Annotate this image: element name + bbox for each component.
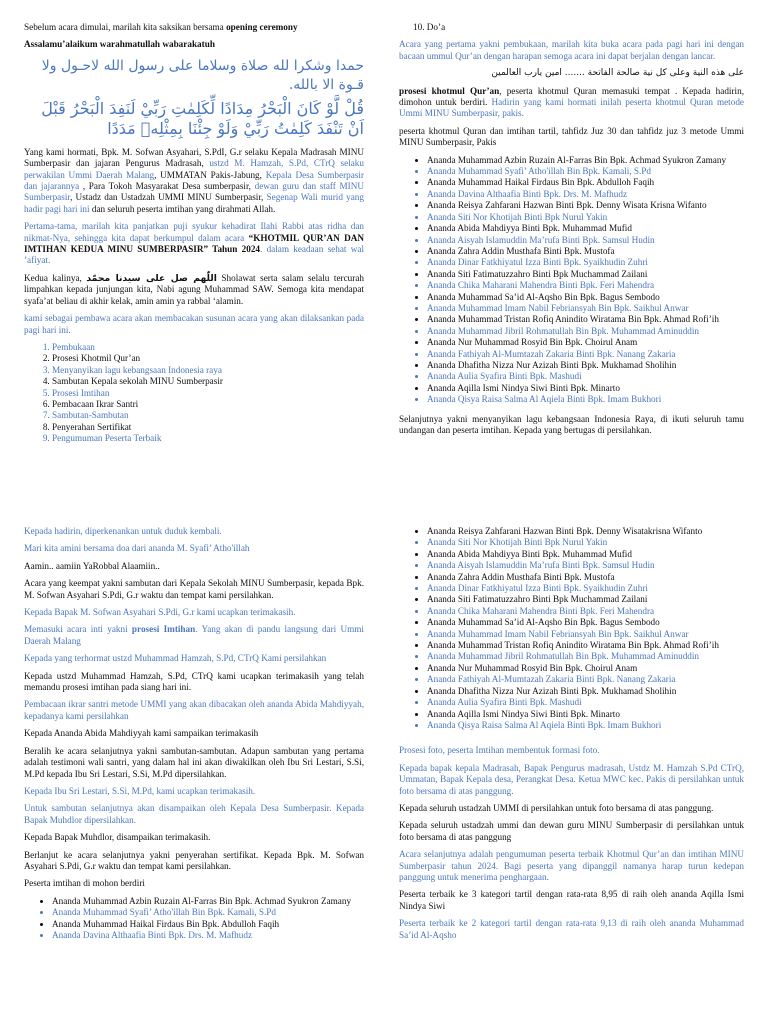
list-item: 1. Pembukaan bbox=[52, 342, 364, 353]
paragraph: Kepada seluruh ustadzah UMMI di persilahkan untuk foto bersama di atas panggung. bbox=[399, 802, 714, 813]
list-item: • Ananda Zahra Addin Musthafa Binti Bpk. Mustofa bbox=[427, 246, 744, 257]
list-item: 2. Prosesi Khotmil Qur’an bbox=[52, 353, 364, 364]
list-item: • Ananda Aqilla Ismi Nindya Siwi Binti Bpk. Minarto bbox=[427, 383, 744, 394]
list-item: 9. Pengumuman Peserta Terbaik bbox=[52, 433, 364, 444]
opening-ceremony-text: opening ceremony bbox=[226, 22, 298, 32]
list-item: • Ananda Davina Althaafia Binti Bpk. Drs. M. Mafhudz bbox=[427, 189, 744, 200]
page1-left-column bbox=[24, 22, 364, 453]
list-item: • Ananda Nur Muhammad Rosyid Bin Bpk. Choirul Anam bbox=[427, 663, 744, 674]
list-item: • Ananda Dhafitha Nizza Nur Azizah Binti Bpk. Mukhamad Sholihin bbox=[427, 360, 744, 371]
paragraph: Kepada seluruh ustadzah ummi dan dewan guru MINU Sumberpasir di persilahkan untuk foto bersama di atas panggung bbox=[399, 820, 744, 842]
paragraph: Aamin.. aamiin YaRobbal Alaamiin.. bbox=[24, 560, 160, 571]
list-item: • Ananda Zahra Addin Musthafa Binti Bpk. Mustofa bbox=[427, 572, 744, 583]
list-item: • Ananda Chika Maharani Mahendra Binti Bpk. Feri Mahendra bbox=[427, 280, 744, 291]
list-item: • Ananda Siti Fatimatuzzahro Binti Bpk Muchammad Zailani bbox=[427, 269, 744, 280]
paragraph: Kepada Bapak M. Sofwan Asyahari S.Pdi, G.r kami ucapkan terimakasih. bbox=[24, 607, 296, 618]
shalawat-paragraph bbox=[24, 273, 364, 307]
khotmul-title: prosesi khotmul Qur’an bbox=[399, 85, 500, 96]
shalawat-part: Sholawat serta salam selalu tercurah limpahkan kepada junjungan kita, Nabi agung Muhammad SAW. Semoga kita mendapat syafa’at beliau di akhir kelak, amin amin ya rabbal ‘alamin. bbox=[24, 272, 364, 306]
greeting-paragraph bbox=[24, 147, 364, 215]
paragraph: Beralih ke acara selanjutnya yakni sambutan-sambutan. Adapun sambutan yang pertama adalah testimoni wali santri, yang dalam hal ini akan diwakilkan oleh Ibu Sri Lestari, S.Si, M.Pd kepada Ibu Sri Lestari, S.Si, M.Pd dipersilahkan. bbox=[24, 745, 364, 779]
paragraph: Kepada ustzd Muhammad Hamzah, S.Pd, CTrQ kami ucapkan terimakasih yang telah memandu prosesi imtihan pada siang hari ini. bbox=[24, 670, 364, 693]
paragraph: Prosesi foto, peserta Imtihan membentuk formasi foto. bbox=[399, 745, 600, 756]
participants-list bbox=[399, 526, 744, 731]
arabic-verse: قُلْ لَّوْ كَانَ الْبَحْرُ مِدَادًا لِّكَلِمٰتِ رَبِّيْ لَنَفِدَ الْبَحْرُ قَبْلَ اَنْ تَنْفَدَ كَلِمٰتُ رَبِّيْ وَلَوْ جِئْنَا بِمِثْلِهٖ مَدَدًا bbox=[41, 98, 364, 138]
paragraph: Kepada Ibu Sri Lestari, S.Si, M.Pd, kami ucapkan terimakasih. bbox=[24, 785, 256, 796]
anthem-paragraph: Selanjutnya yakni menyanyikan lagu kebangsaan Indonesia Raya, di ikuti seluruh tamu undangan dan peserta imtihan. Kepada yang bertugas di persilahkan. bbox=[399, 413, 744, 435]
greeting-part: Yang kami hormati, Bpk. M. Sofwan Asyahari, S.PdI, G.r selaku Kepala Madrasah MINU Sumberpasir dan jajaran Pengurus Madrasah, bbox=[24, 146, 364, 169]
greeting-part: Segenap Wali murid yang hadir pagi hari ini bbox=[24, 192, 364, 214]
intro-text: Sebelum acara dimulai, marilah kita saksikan bersama bbox=[24, 22, 227, 32]
list-item: • Ananda Muhammad Tristan Rofiq Anindito Wiratama Bin Bpk. Ahmad Rofi’ih bbox=[427, 314, 744, 325]
page2-left-column bbox=[24, 526, 364, 949]
list-item: • Ananda Muhammad Tristan Rofiq Anindito Wiratama Bin Bpk. Ahmad Rofi’ih bbox=[427, 640, 744, 651]
list-item: • Ananda Muhammad Azbin Ruzain Al-Farras Bin Bpk. Achmad Syukron Zamany bbox=[52, 896, 364, 907]
paragraph: Acara yang keempat yakni sambutan dari Kepala Sekolah MINU Sumberpasir, kepada Bpk. M. Sofwan Asyahari S.Pdi, G.r waktu dan tempat kami persilahkan. bbox=[24, 578, 364, 600]
opening-text: Acara yang pertama yakni pembukaan, marilah kita buka acara pada pagi hari ini dengan bacaan ummul Qur’an dengan harapan semoga acara ini dapat berjalan dengan lancar. bbox=[399, 39, 744, 61]
list-item: • Ananda Chika Maharani Mahendra Binti Bpk. Feri Mahendra bbox=[427, 606, 744, 617]
list-item: • Ananda Muhammad Haikal Firdaus Bin Bpk. Abdulloh Faqih bbox=[52, 919, 364, 930]
participants-list bbox=[399, 155, 744, 406]
page2-right-column bbox=[399, 526, 744, 947]
paragraph: Kepada hadirin, diperkenankan untuk duduk kembali. bbox=[24, 526, 222, 536]
participants-list bbox=[24, 896, 364, 942]
list-item: • Ananda Dinar Fatkhiyatul Izza Binti Bpk. Syaikhudin Zuhri bbox=[427, 257, 744, 268]
list-item: • Ananda Abida Mahdiyya Binti Bpk. Muhammad Mufid bbox=[427, 549, 744, 560]
list-item: • Ananda Qisya Raisa Salma Al Aqiela Binti Bpk. Imam Bukhori bbox=[427, 720, 744, 731]
list-item: 3. Menyanyikan lagu kebangsaan Indonesia raya bbox=[52, 365, 364, 376]
paragraph: Peserta terbaik ke 2 kategori tartil dengan rata-rata 9,13 di raih oleh ananda Muhammad Sa’id Al-Aqsho bbox=[399, 918, 744, 940]
list-item: • Ananda Reisya Zahfarani Hazwan Binti Bpk. Denny Wisata Krisna Wifanto bbox=[427, 200, 744, 211]
list-item: • Ananda Muhammad Jibril Rohmatullah Bin Bpk. Muhammad Aminuddin bbox=[427, 326, 744, 337]
greeting-part: dewan guru dan staff MINU Sumberpasir bbox=[24, 181, 365, 203]
paragraph: Berlanjut ke acara selanjutnya yakni penyerahan sertifikat. Kepada Bpk. M. Sofwan Asyahari S.Pdi, G.r waktu dan tempat kami persilahkan. bbox=[24, 849, 364, 871]
document-page-2 bbox=[0, 512, 768, 1024]
list-item: • Ananda Muhammad Jibril Rohmatullah Bin Bpk. Muhammad Aminuddin bbox=[427, 651, 744, 662]
paragraph: Peserta terbaik ke 3 kategori tartil dengan rata-rata 8,95 di raih oleh ananda Aqilla Ismi Nindya Siwi bbox=[399, 889, 744, 911]
thanks-part: . dalam keadaan sehat wal ’afiyat. bbox=[24, 244, 364, 266]
list-item: • Ananda Reisya Zahfarani Hazwan Binti Bpk. Denny Wisatakrisna Wifanto bbox=[427, 526, 744, 537]
list-item: • Ananda Aulia Syafira Binti Bpk. Mashudi bbox=[427, 371, 744, 382]
page1-right-column bbox=[399, 22, 744, 442]
thanks-part: Pertama-tama, marilah kita panjatkan puji syukur kehadirat Ilahi Rabbi atas ridha dan nikmat-Nya, sehingga kita dapat berkumpul dalam acara bbox=[24, 221, 364, 243]
participants-intro: peserta khotmul Quran dan imtihan tartil, tahfidz Juz 30 dan tahfidz juz 3 metode Ummi MINU Sumberpasir, Pakis bbox=[399, 125, 744, 148]
paragraph: Kepada Ananda Abida Mahdiyyah kami sampaikan terimakasih bbox=[24, 728, 259, 739]
thanks-paragraph bbox=[24, 221, 364, 267]
paragraph: Acara selanjutnya adalah pengumuman peserta terbaik Khotmul Qur’an dan imtihan MINU Sumberpasir tahun 2024. Bagi peserta yang dipanggil namanya harap turun kedepan panggung untuk menerima penghargaan. bbox=[399, 849, 744, 882]
imtihan-title: prosesi Imtihan bbox=[131, 624, 196, 635]
fatihah-line: على هذه النية وعلى كل نية صالحة الفاتحة ....... امين يارب العالمين bbox=[491, 68, 744, 79]
intro-line bbox=[24, 22, 364, 33]
list-item: • Ananda Muhammad Haikal Firdaus Bin Bpk. Abdulloh Faqih bbox=[427, 177, 744, 188]
list-item: • Ananda Abida Mahdiyya Binti Bpk. Muhammad Mufid bbox=[427, 223, 744, 234]
shalawat-arabic: اللّٰهم صل على سيدنا محمّد bbox=[86, 272, 217, 284]
greeting-part: , UMMATAN Pakis-Jabung, bbox=[154, 169, 266, 180]
paragraph: Pembacaan ikrar santri metode UMMI yang akan dibacakan oleh ananda Abida Mahdiyyah, kepadanya kami persilahkan bbox=[24, 699, 364, 721]
list-item: 4. Sambutan Kepala sekolah MINU Sumberpasir bbox=[52, 376, 364, 387]
list-item: • Ananda Muhammad Syafi’ Atho'illah Bin Bpk. Kamali, S.Pd bbox=[52, 907, 364, 918]
list-item: • Ananda Siti Nor Khotijah Binti Bpk Nurul Yakin bbox=[427, 212, 744, 223]
arabic-praise: حمدا وشكرا لله صلاة وسلاما على رسول الله لاحـول ولا قـوة الا بالله. bbox=[41, 57, 364, 93]
list-item: • Ananda Qisya Raisa Salma Al Aqiela Binti Bpk. Imam Bukhori bbox=[427, 394, 744, 405]
list-item: 6. Pembacaan Ikrar Santri bbox=[52, 399, 364, 410]
event-title: “KHOTMIL QUR’AN DAN IMTIHAN KEDUA MINU SUMBERPASIR” Tahun 2024 bbox=[24, 232, 364, 255]
khotmul-part: Hadirin yang kami hormati inilah peserta khotmul Quran metode Ummi MINU Sumberpasir, pakis. bbox=[399, 97, 744, 119]
list-item: • Ananda Aisyah Islamuddin Ma’rufa Binti Bpk. Samsul Hudin bbox=[427, 235, 744, 246]
list-item: • Ananda Siti Fatimatuzzahro Binti Bpk Muchammad Zailani bbox=[427, 594, 744, 605]
list-item: • Ananda Muhammad Imam Nabil Febriansyah Bin Bpk. Saikhul Anwar bbox=[427, 303, 744, 314]
list-item: • Ananda Muhammad Sa’id Al-Aqsho Bin Bpk. Bagus Sembodo bbox=[427, 617, 744, 628]
greeting-part: ustzd M. Hamzah, S.Pd, CTrQ selaku perwakilan Ummi Daerah Malang bbox=[24, 158, 364, 180]
paragraph: Mari kita amini bersama doa dari ananda M. Syafi’ Atho'illah bbox=[24, 543, 250, 554]
greeting-part: dan seluruh peserta imtihan yang dirahmati Allah. bbox=[89, 203, 276, 214]
list-item: 5. Prosesi Imtihan bbox=[52, 388, 364, 399]
list-item: • Ananda Dhafitha Nizza Nur Azizah Binti Bpk. Mukhamad Sholihin bbox=[427, 686, 744, 697]
paragraph: Peserta imtihan di mohon berdiri bbox=[24, 878, 145, 889]
list-item: • Ananda Muhammad Syafi’ Atho'illah Bin Bpk. Kamali, S.Pd bbox=[427, 166, 744, 177]
list-item: • Ananda Muhammad Sa’id Al-Aqsho Bin Bpk. Bagus Sembodo bbox=[427, 292, 744, 303]
greeting-part: , Para Tokoh Masyarakat Desa sumberpasir, bbox=[79, 181, 255, 192]
paragraph: Kepada bapak kepala Madrasah, Bapak Pengurus madrasah, Ustdz M. Hamzah S.Pd CTrQ, Ummatan, Bapak Kepala desa, Perangkat Desa. Ketua MWC kec. Pakis di persilahkan untuk foto bersama di atas panggung. bbox=[399, 762, 744, 796]
doa-item: 10. Do’a bbox=[413, 22, 446, 32]
list-item: 8. Penyerahan Sertifikat bbox=[52, 422, 364, 433]
paragraph-part: Memasuki acara inti yakni bbox=[24, 624, 132, 635]
paragraph-part: . Yang akan di pandu langsung dari Ummi Daerah Malang bbox=[24, 624, 364, 646]
paragraph: Kepada yang terhormat ustzd Muhammad Hamzah, S.Pd, CTrQ Kami persilahkan bbox=[24, 653, 327, 664]
salam-text: Assalamu’alaikum warahmatullah wabarakatuh bbox=[24, 39, 215, 50]
salam-line bbox=[24, 39, 364, 50]
paragraph: Kepada Bapak Muhdlor, disampaikan terimakasih. bbox=[24, 832, 211, 843]
agenda-intro: kami sebagai pembawa acara akan membacakan susunan acara yang akan dilaksankan pada pagi hari ini. bbox=[24, 313, 364, 335]
list-item: • Ananda Dinar Fatkhiyatul Izza Binti Bpk. Syaikhudin Zuhri bbox=[427, 583, 744, 594]
list-item: • Ananda Fathiyah Al-Mumtazah Zakaria Binti Bpk. Nanang Zakaria bbox=[427, 349, 744, 360]
list-item: • Ananda Aisyah Islamuddin Ma’rufa Binti Bpk. Samsul Hudin bbox=[427, 560, 744, 571]
khotmul-paragraph bbox=[399, 86, 744, 120]
paragraph: Untuk sambutan selanjutnya akan disampaikan oleh Kepala Desa Sumberpasir. Kepada Bapak Muhdlor dipersilahkan. bbox=[24, 803, 364, 825]
list-item: • Ananda Siti Nor Khotijah Binti Bpk Nurul Yakin bbox=[427, 537, 744, 548]
list-item: • Ananda Muhammad Imam Nabil Febriansyah Bin Bpk. Saikhul Anwar bbox=[427, 629, 744, 640]
list-item: • Ananda Aulia Syafira Binti Bpk. Mashudi bbox=[427, 697, 744, 708]
list-item: • Ananda Davina Althaafia Binti Bpk. Drs. M. Mafhudz bbox=[52, 930, 364, 941]
greeting-part: , Ustadz dan Ustadzah UMMI MINU Sumberpasir, bbox=[70, 192, 267, 203]
agenda-list bbox=[24, 342, 364, 445]
greeting-part: Kepala Desa Sumberpasir dan jajarannya bbox=[24, 169, 364, 192]
list-item: • Ananda Aqilla Ismi Nindya Siwi Binti Bpk. Minarto bbox=[427, 709, 744, 720]
list-item: • Ananda Fathiyah Al-Mumtazah Zakaria Binti Bpk. Nanang Zakaria bbox=[427, 674, 744, 685]
paragraph bbox=[24, 624, 364, 647]
list-item: • Ananda Muhammad Azbin Ruzain Al-Farras Bin Bpk. Achmad Syukron Zamany bbox=[427, 155, 744, 166]
shalawat-part: Kedua kalinya, bbox=[24, 272, 87, 283]
khotmul-part: , peserta khotmul Quran memasuki tempat . Kepada hadirin, dimohon untuk berdiri. bbox=[399, 85, 744, 108]
list-item: • Ananda Nur Muhammad Rosyid Bin Bpk. Choirul Anam bbox=[427, 337, 744, 348]
list-item: 7. Sambutan-Sambutan bbox=[52, 410, 364, 421]
